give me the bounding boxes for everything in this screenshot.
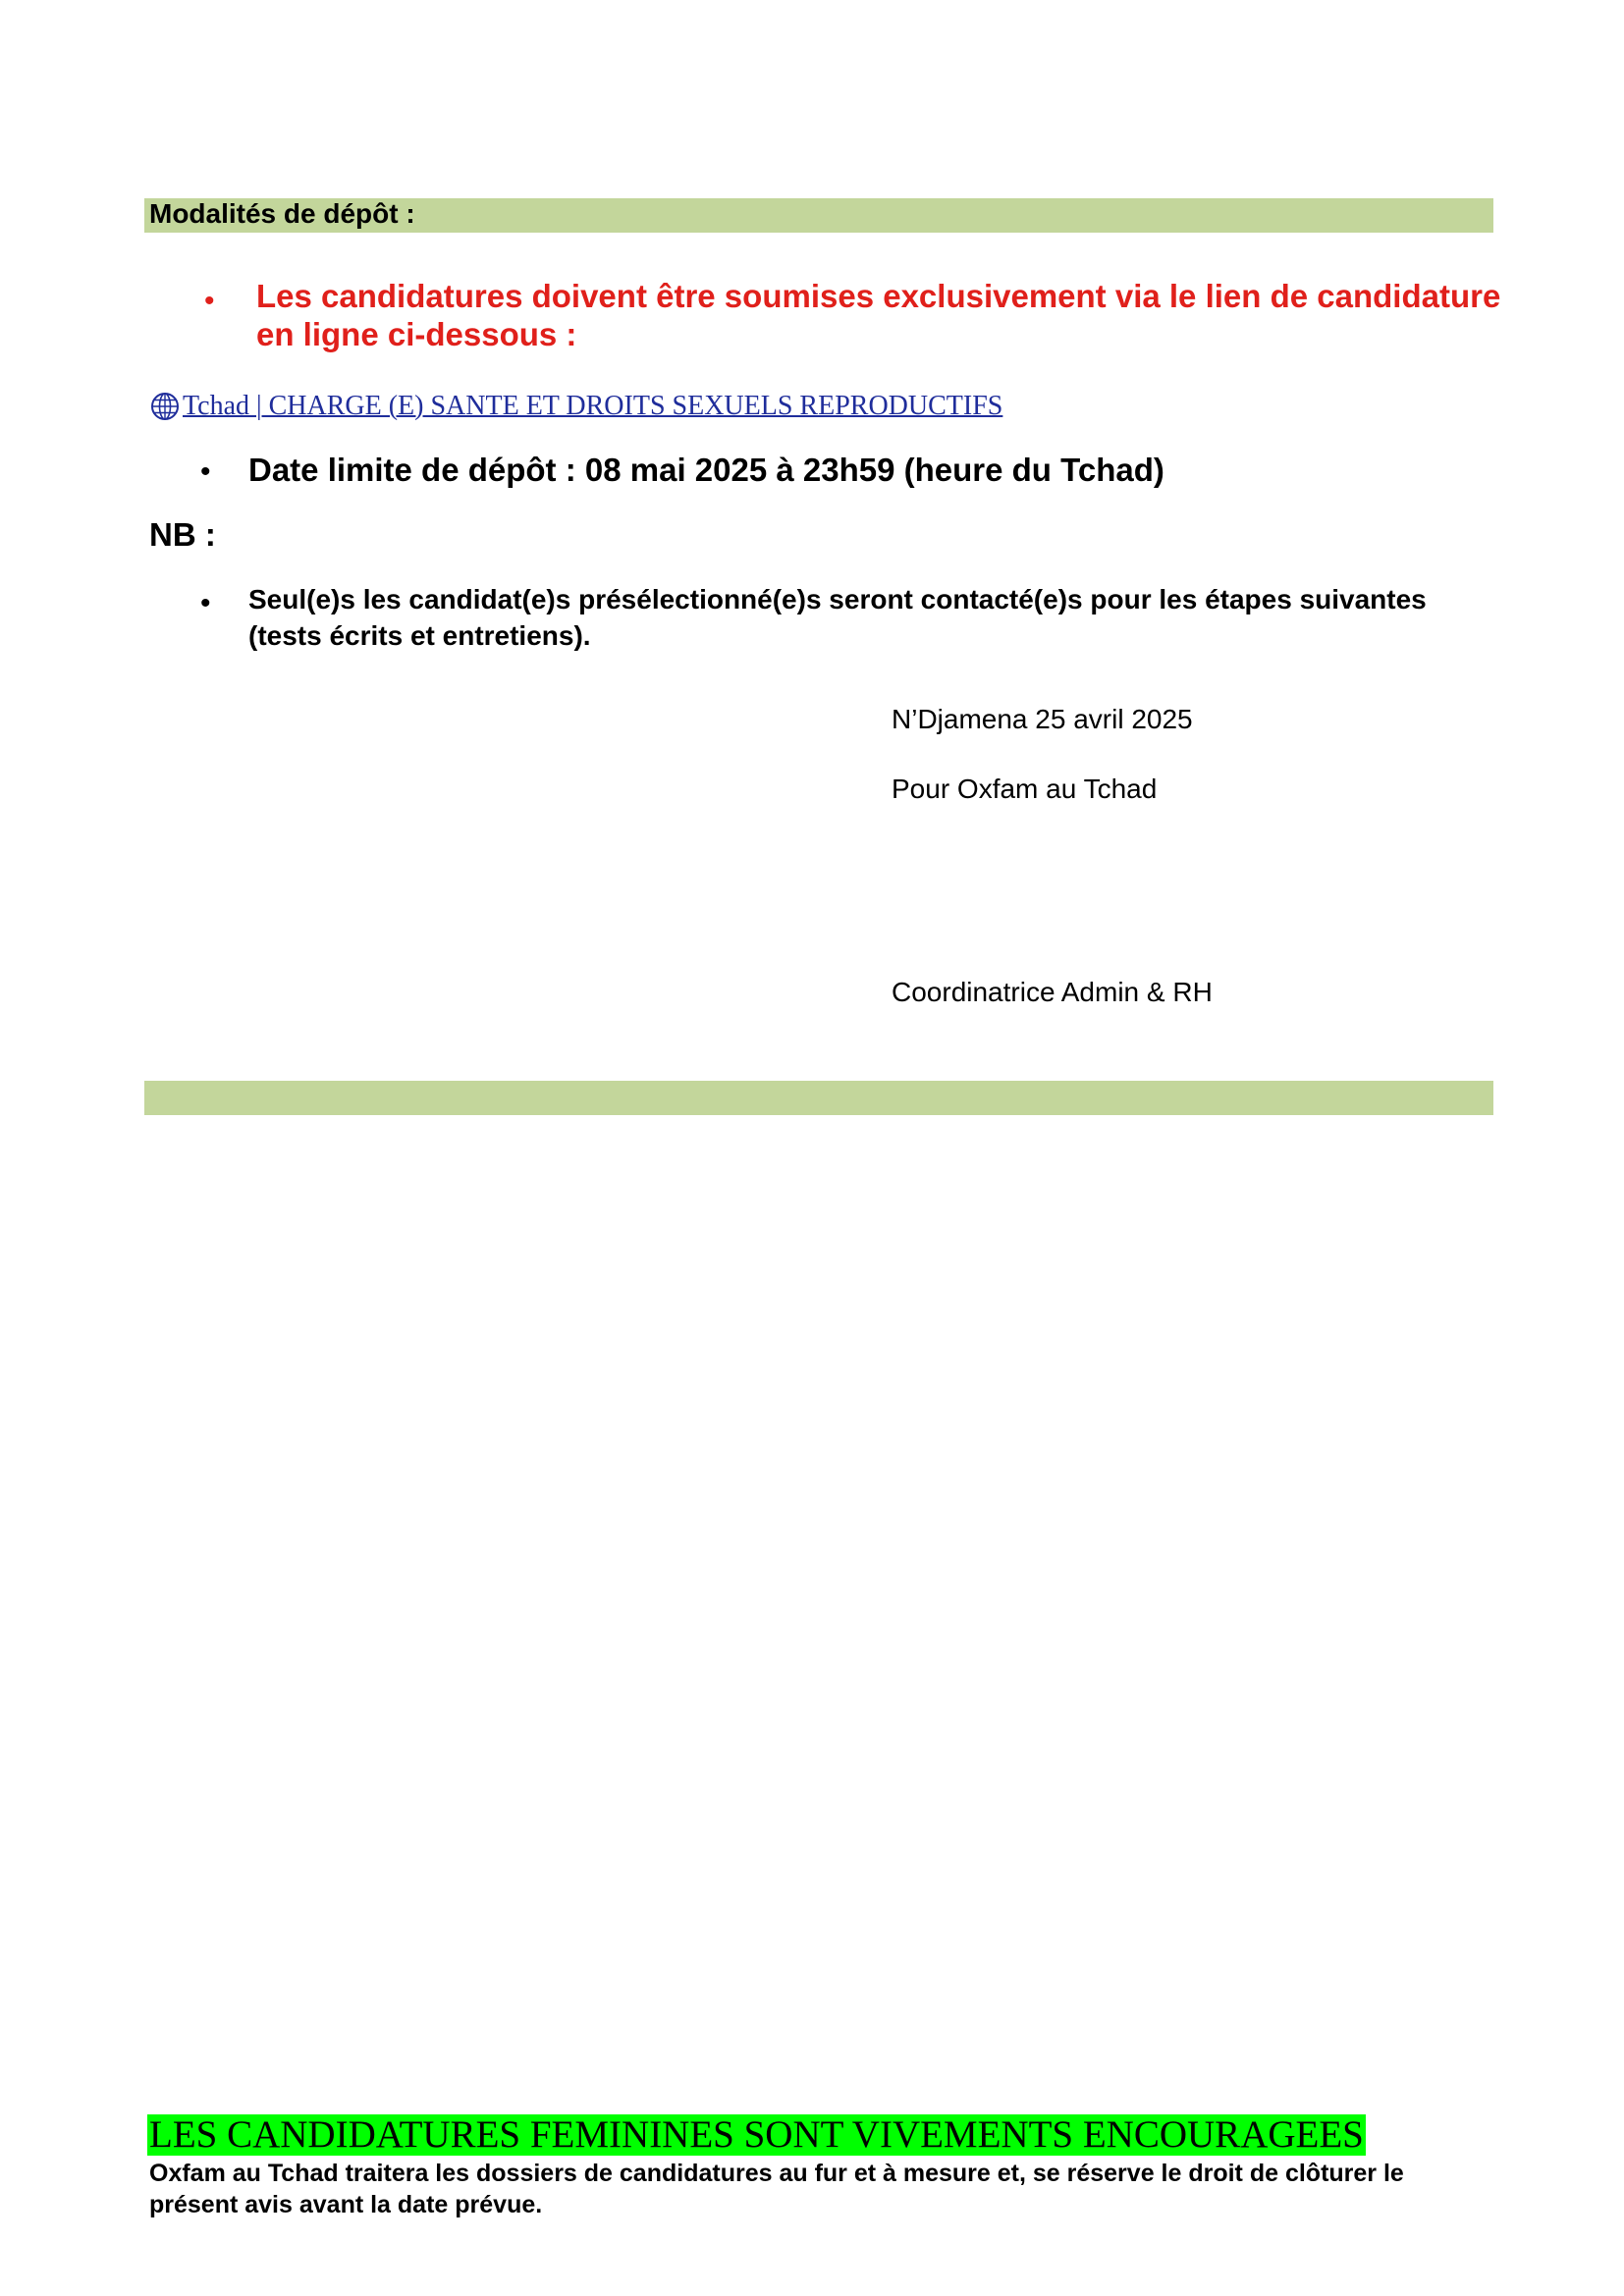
section-footer-band [144, 1081, 1493, 1115]
section-heading: Modalités de dépôt : [149, 198, 415, 229]
application-link[interactable] [150, 389, 1002, 424]
signature-role: Coordinatrice Admin & RH [892, 977, 1213, 1007]
bullet-marker: • [200, 455, 211, 488]
closing-note: Oxfam au Tchad traitera les dossiers de candidatures au fur et à mesure et, se réserve le droit de clôturer le présent avis avant la date prévue. [149, 2160, 1404, 2218]
application-link-text[interactable]: Tchad | CHARGE (E) SANTE ET DROITS SEXUELS REPRODUCTIFS [183, 391, 1003, 421]
globe-icon [150, 392, 180, 421]
nb-note: Seul(e)s les candidat(e)s présélectionné(e)s seront contacté(e)s pour les étapes suivantes (tests écrits et entretiens). [248, 584, 1427, 651]
deadline-text: Date limite de dépôt : 08 mai 2025 à 23h59 (heure du Tchad) [248, 452, 1164, 488]
nb-label: NB : [149, 516, 216, 553]
signature-organization: Pour Oxfam au Tchad [892, 774, 1158, 804]
encouragement-banner: LES CANDIDATURES FEMININES SONT VIVEMENTS ENCOURAGEES [149, 2113, 1364, 2156]
signature-place-date: N’Djamena 25 avril 2025 [892, 704, 1193, 734]
bullet-marker: • [204, 285, 215, 317]
bullet-marker: • [200, 587, 211, 619]
submission-instruction: Les candidatures doivent être soumises exclusivement via le lien de candidature en ligne ci-dessous : [256, 278, 1501, 352]
